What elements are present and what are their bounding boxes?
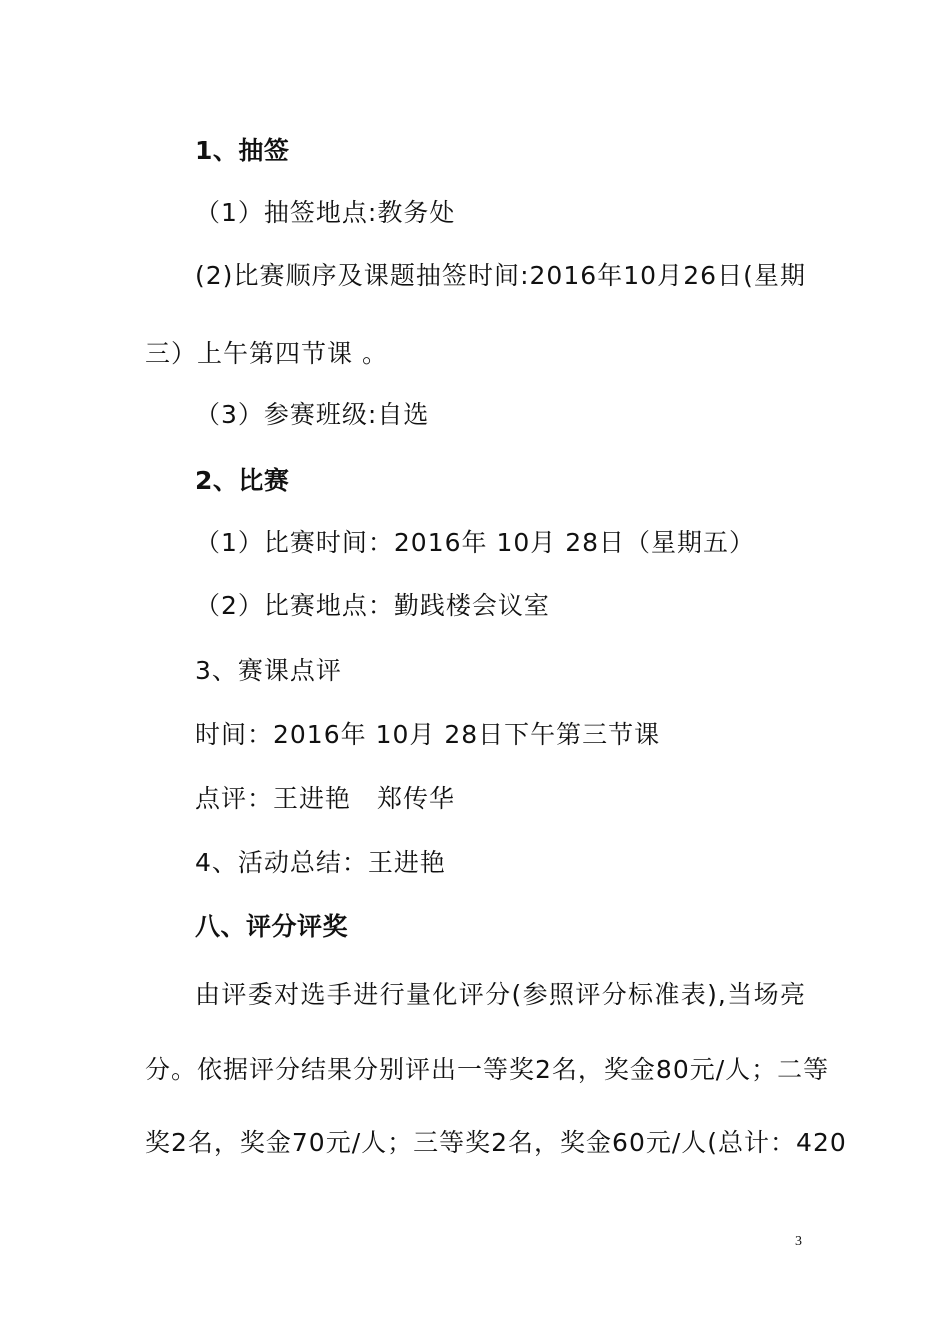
section-heading-scoring: 八、评分评奖 xyxy=(195,912,349,941)
reviewers-line: 点评：王进艳 郑传华 xyxy=(195,784,456,813)
section-heading-draw: 1、抽签 xyxy=(195,136,290,165)
scoring-paragraph-line-2: 分。依据评分结果分别评出一等奖2名，奖金80元/人；二等 xyxy=(145,1055,830,1084)
competition-time-line: （1）比赛时间：2016年 10月 28日（星期五） xyxy=(195,528,756,557)
review-time-line: 时间：2016年 10月 28日下午第三节课 xyxy=(195,720,661,749)
draw-time-line: (2)比赛顺序及课题抽签时间:2016年10月26日(星期 xyxy=(195,261,806,290)
section-heading-competition: 2、比赛 xyxy=(195,466,290,495)
section-heading-review: 3、赛课点评 xyxy=(195,656,342,685)
participating-class-line: （3）参赛班级:自选 xyxy=(195,400,430,429)
activity-summary-line: 4、活动总结：王进艳 xyxy=(195,848,446,877)
draw-time-continuation: 三）上午第四节课 。 xyxy=(145,339,388,368)
scoring-paragraph-line-1: 由评委对选手进行量化评分(参照评分标准表),当场亮 xyxy=(195,980,806,1009)
scoring-paragraph-line-3: 奖2名，奖金70元/人；三等奖2名，奖金60元/人(总计：420 xyxy=(145,1128,847,1157)
page-number: 3 xyxy=(795,1234,802,1249)
draw-location-line: （1）抽签地点:教务处 xyxy=(195,198,456,227)
competition-location-line: （2）比赛地点：勤践楼会议室 xyxy=(195,591,550,620)
